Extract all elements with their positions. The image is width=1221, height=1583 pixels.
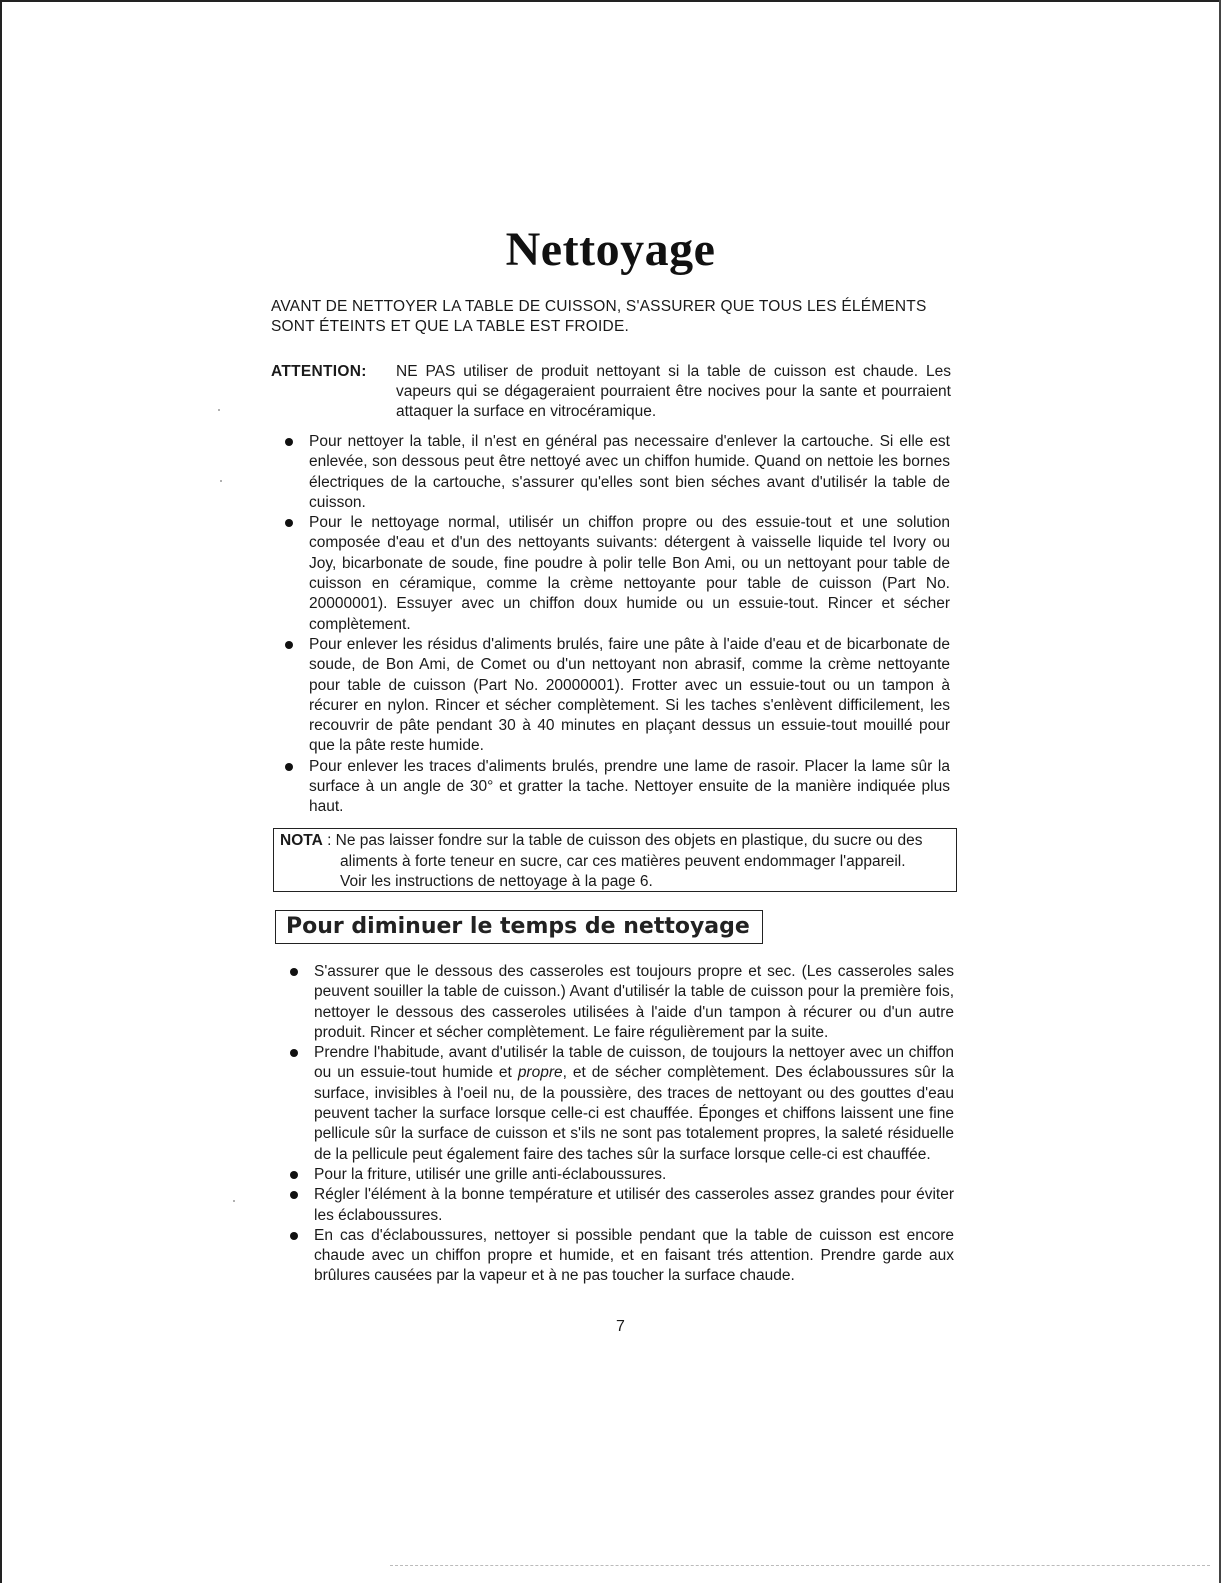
list-item-text: Pour le nettoyage normal, utilisér un chiffon propre ou des essuie-tout et une solution composée d'eau et d'un des nettoyants suivants: détergent à vaisselle liquide tel Ivory ou Joy, bicarbonate de soude, fine poudre à polir telle Bon Ami, ou un nettoyant pour table de cuisson en céramique, comme la crème nettoyante pour table de cuisson (Part No. 20000001). Essuyer avec un chiffon doux humide ou un essuie-tout. Rincer et sécher complètement. [309, 514, 950, 633]
list-item-text: Régler l'élément à la bonne température et utilisér des casseroles assez grandes pour éviter les éclaboussures. [314, 1186, 954, 1224]
bullet-icon [290, 1049, 298, 1057]
intro-warning: AVANT DE NETTOYER LA TABLE DE CUISSON, S'ASSURER QUE TOUS LES ÉLÉMENTS SONT ÉTEINTS ET QUE LA TABLE EST FROIDE. [271, 298, 927, 335]
attention-text: NE PAS utiliser de produit nettoyant si la table de cuisson est chaude. Les vapeurs qui se dégageraient pourraient être nocives pour la sante et pourraient attaquer la surface en vitrocéramique. [396, 363, 951, 420]
list-item-text: En cas d'éclaboussures, nettoyer si possible pendant que la table de cuisson est encore chaude avec un chiffon propre et humide, et en faisant trés attention. Prendre garde aux brûlures causées par la vapeur et à ne pas toucher la surface chaude. [314, 1226, 954, 1285]
list-item [290, 962, 954, 1043]
attention-label: ATTENTION: [271, 363, 367, 380]
bullet-icon [285, 763, 293, 771]
bullet-icon [290, 1171, 298, 1179]
scan-border-top [0, 0, 1221, 2]
bullet-icon [285, 519, 293, 527]
list-item [285, 757, 950, 818]
list-item [285, 513, 950, 635]
scan-bottom-rule [390, 1565, 1210, 1566]
list-item [290, 1165, 954, 1185]
scan-speck [218, 409, 220, 411]
list-item [285, 635, 950, 757]
bullet-icon [290, 968, 298, 976]
nota-text-line-3: Voir les instructions de nettoyage à la page 6. [340, 873, 653, 890]
page-number: 7 [616, 1318, 625, 1335]
list-item-text: Pour nettoyer la table, il n'est en général pas necessaire d'enlever la cartouche. Si elle est enlevée, son dessous peut être nettoyé avec un chiffon humide. Quand on nettoie les bornes électriques de la cartouche, s'assurer qu'elles sont bien séches avant d'utilisér la table de cuisson. [309, 433, 950, 511]
list-item-text: Pour la friture, utilisér une grille anti-éclaboussures. [314, 1165, 667, 1183]
list-item-text-before: Prendre l'habitude, avant d'utilisér la table de cuisson, de toujours la nettoyer avec un chiffon ou un essuie-tout humide et [314, 1044, 954, 1082]
bullet-icon [285, 438, 293, 446]
nota-box [273, 828, 957, 892]
nota-line [280, 831, 948, 852]
bullet-icon [285, 641, 293, 649]
bullet-icon [290, 1191, 298, 1199]
scan-speck [220, 480, 222, 482]
list-item-text: S'assurer que le dessous des casseroles est toujours propre et sec. (Les casseroles sales peuvent souiller la table de cuisson.) Avant d'utilisér la table de cuisson pour la première fois, nettoyer le dessous des casseroles utilisées à l'aide d'un tampon à récurer ou d'un autre produit. Rincer et sécher complètement. Le faire régulièrement par la suite. [314, 963, 954, 1041]
page-title: Nettoyage [505, 223, 716, 276]
scan-speck [233, 1200, 235, 1202]
cleaning-instructions-list [285, 432, 950, 818]
list-item-text: Pour enlever les traces d'aliments brulés, prendre une lame de rasoir. Placer la lame sûr la surface à un angle de 30° et gratter la tache. Nettoyer ensuite de la manière indiquée plus haut. [309, 757, 950, 816]
section-heading: Pour diminuer le temps de nettoyage [275, 910, 763, 944]
bullet-icon [290, 1232, 298, 1240]
list-item [290, 1226, 954, 1287]
nota-text-line-1: : Ne pas laisser fondre sur la table de cuisson des objets en plastique, du sucre ou des [322, 832, 923, 849]
list-item [285, 432, 950, 513]
list-item-emphasis: propre [517, 1064, 563, 1082]
list-item-text: Pour enlever les résidus d'aliments brulés, faire une pâte à l'aide d'eau et de bicarbonate de soude, de Bon Ami, de Comet ou d'un nettoyant non abrasif, comme la crème nettoyante pour table de cuisson (Part No. 20000001). Frotter avec un essuie-tout ou un tampon à récurer en nylon. Rincer et sécher complètement. Si les taches s'enlèvent difficilement, les recouvrir de pâte pendant 30 à 40 minutes en plaçant dessus un essuie-tout mouillé pour que la pâte reste humide. [309, 635, 950, 755]
list-item-text-after: , et de sécher complètement. Des éclaboussures sûr la surface, invisibles à l'oeil nu, de la poussière, des traces de nettoyant ou des gouttes d'eau peuvent tacher la surface lorsque celle-ci est chauffée. Éponges et chiffons laissent une fine pellicule sûr la surface de cuisson et s'ils ne sont pas totalement propres, la saleté résiduelle de la pellicule peut également faire des taches sûr la surface lorsque celle-ci est chauffée. [314, 1064, 954, 1163]
list-item [290, 1185, 954, 1226]
nota-text-line-2: aliments à forte teneur en sucre, car ces matières peuvent endommager l'appareil. [340, 852, 906, 870]
tips-list [290, 962, 954, 1287]
list-item [290, 1043, 954, 1165]
nota-label: NOTA [280, 832, 323, 849]
